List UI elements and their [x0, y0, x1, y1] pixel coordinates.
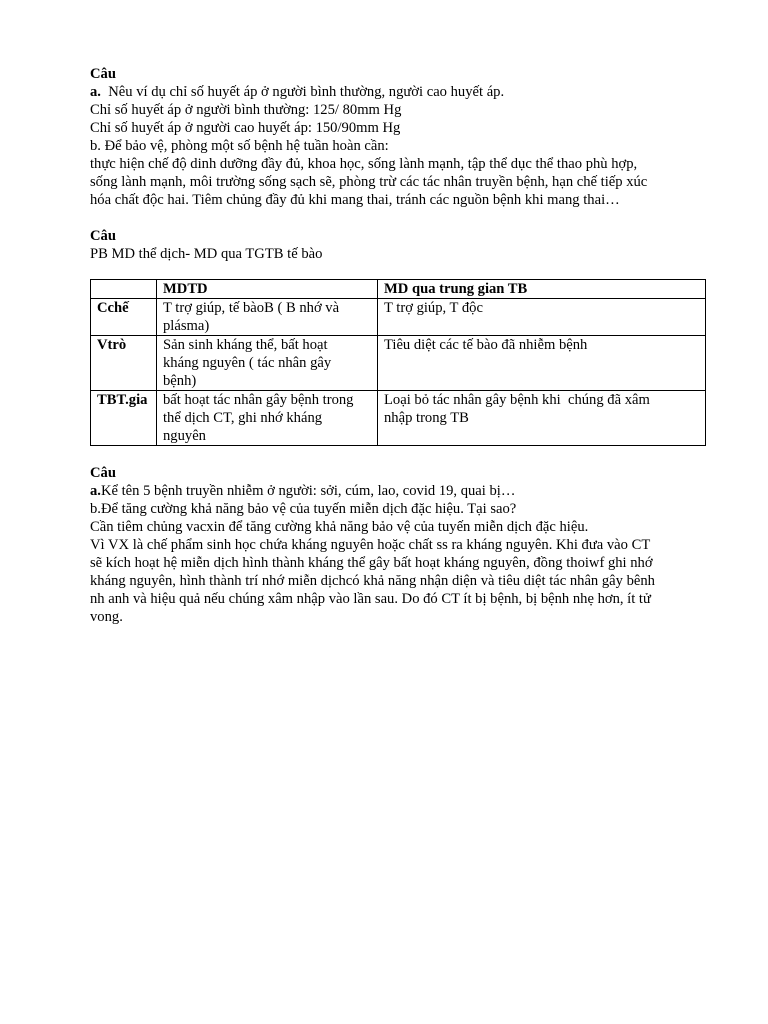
question-a-label: a.: [90, 483, 101, 499]
table-row: [91, 391, 706, 446]
section-2-subtitle: PB MD thể dịch- MD qua TGTB tế bào: [90, 246, 323, 262]
question-a-text: Kể tên 5 bệnh truyền nhiễm ở người: sởi, cúm, lao, covid 19, quai bị…: [100, 483, 516, 499]
text-line: b. Để bảo vệ, phòng một số bệnh hệ tuần hoàn cần:: [90, 138, 389, 154]
cell-line: nguyên: [163, 428, 206, 444]
row-label: Vtrò: [91, 336, 157, 391]
question-a-label: a.: [90, 84, 101, 100]
table-cell: [378, 336, 706, 391]
text-line: sẽ kích hoạt hệ miễn dịch hình thành kháng thể gây bất hoạt kháng nguyên, đồng thoiwf ghi nhớ: [90, 555, 653, 571]
table-row: [91, 336, 706, 391]
table-header-cell: [91, 280, 157, 299]
section-1-heading: Câu: [90, 66, 116, 82]
comparison-table: [90, 279, 706, 446]
cell-line: bệnh): [163, 373, 197, 389]
text-line: hóa chất độc hai. Tiêm chủng đầy đủ khi mang thai, tránh các nguồn bệnh khi mang thai…: [90, 192, 620, 208]
cell-line: Tiêu diệt các tế bào đã nhiễm bệnh: [384, 337, 588, 353]
cell-line: T trợ giúp, tế bàoB ( B nhớ và: [163, 300, 340, 316]
text-line: Chỉ số huyết áp ở người cao huyết áp: 150/90mm Hg: [90, 120, 401, 136]
text-line: kháng nguyên, hình thành trí nhớ miễn dịchcó khả năng nhận diện và tiêu diệt tác nhân gây bênh: [90, 573, 655, 589]
table-header-cell: MD qua trung gian TB: [378, 280, 706, 299]
section-1-question-a: [90, 83, 700, 101]
table-header-row: [91, 280, 706, 299]
section-2-heading: Câu: [90, 228, 116, 244]
section-3: [90, 464, 700, 626]
text-line: b.Để tăng cường khả năng bảo vệ của tuyến miễn dịch đặc hiệu. Tại sao?: [90, 501, 517, 517]
cell-line: Sản sinh kháng thể, bất hoạt: [163, 337, 328, 353]
cell-line: bất hoạt tác nhân gây bệnh trong: [163, 392, 354, 408]
cell-line: nhập trong TB: [384, 410, 469, 426]
cell-line: thể dịch CT, ghi nhớ kháng: [163, 410, 323, 426]
table-cell: [157, 299, 378, 336]
cell-line: plásma): [163, 318, 210, 334]
question-a-text: Nêu ví dụ chỉ số huyết áp ở người bình thường, người cao huyết áp.: [100, 84, 505, 100]
text-line: Cần tiêm chủng vacxin để tăng cường khả năng bảo vệ của tuyến miễn dịch đặc hiệu.: [90, 519, 589, 535]
text-line: vong.: [90, 609, 123, 625]
section-3-question-a: [90, 482, 700, 500]
text-line: Vì VX là chế phẩm sinh học chứa kháng nguyên hoặc chất ss ra kháng nguyên. Khi đưa vào CT: [90, 537, 651, 553]
table-row: [91, 299, 706, 336]
text-line: Chỉ số huyết áp ở người bình thường: 125/ 80mm Hg: [90, 102, 402, 118]
cell-line: T trợ giúp, T độc: [384, 300, 483, 316]
table-header-cell: MDTD: [157, 280, 378, 299]
document-page: [90, 65, 700, 626]
text-line: nh anh và hiệu quả nếu chúng xâm nhập vào lần sau. Do đó CT ít bị bệnh, bị bệnh nhẹ hơn, ít tử: [90, 591, 651, 607]
table-cell: [378, 299, 706, 336]
section-2: [90, 227, 700, 446]
table-cell: [157, 336, 378, 391]
text-line: thực hiện chế độ dinh dưỡng đầy đủ, khoa học, sống lành mạnh, tập thể dục thể thao phù hợp,: [90, 156, 638, 172]
text-line: sống lành mạnh, môi trường sống sạch sẽ, phòng trừ các tác nhân truyền bệnh, hạn chế tiếp xúc: [90, 174, 648, 190]
section-3-heading: Câu: [90, 465, 116, 481]
section-1: [90, 65, 700, 209]
cell-line: Loại bỏ tác nhân gây bệnh khi chúng đã xâm: [384, 392, 650, 408]
spacer: [90, 209, 700, 227]
cell-line: kháng nguyên ( tác nhân gây: [163, 355, 332, 371]
table-cell: [157, 391, 378, 446]
row-label: Cchế: [91, 299, 157, 336]
row-label: TBT.gia: [91, 391, 157, 446]
table-cell: [378, 391, 706, 446]
